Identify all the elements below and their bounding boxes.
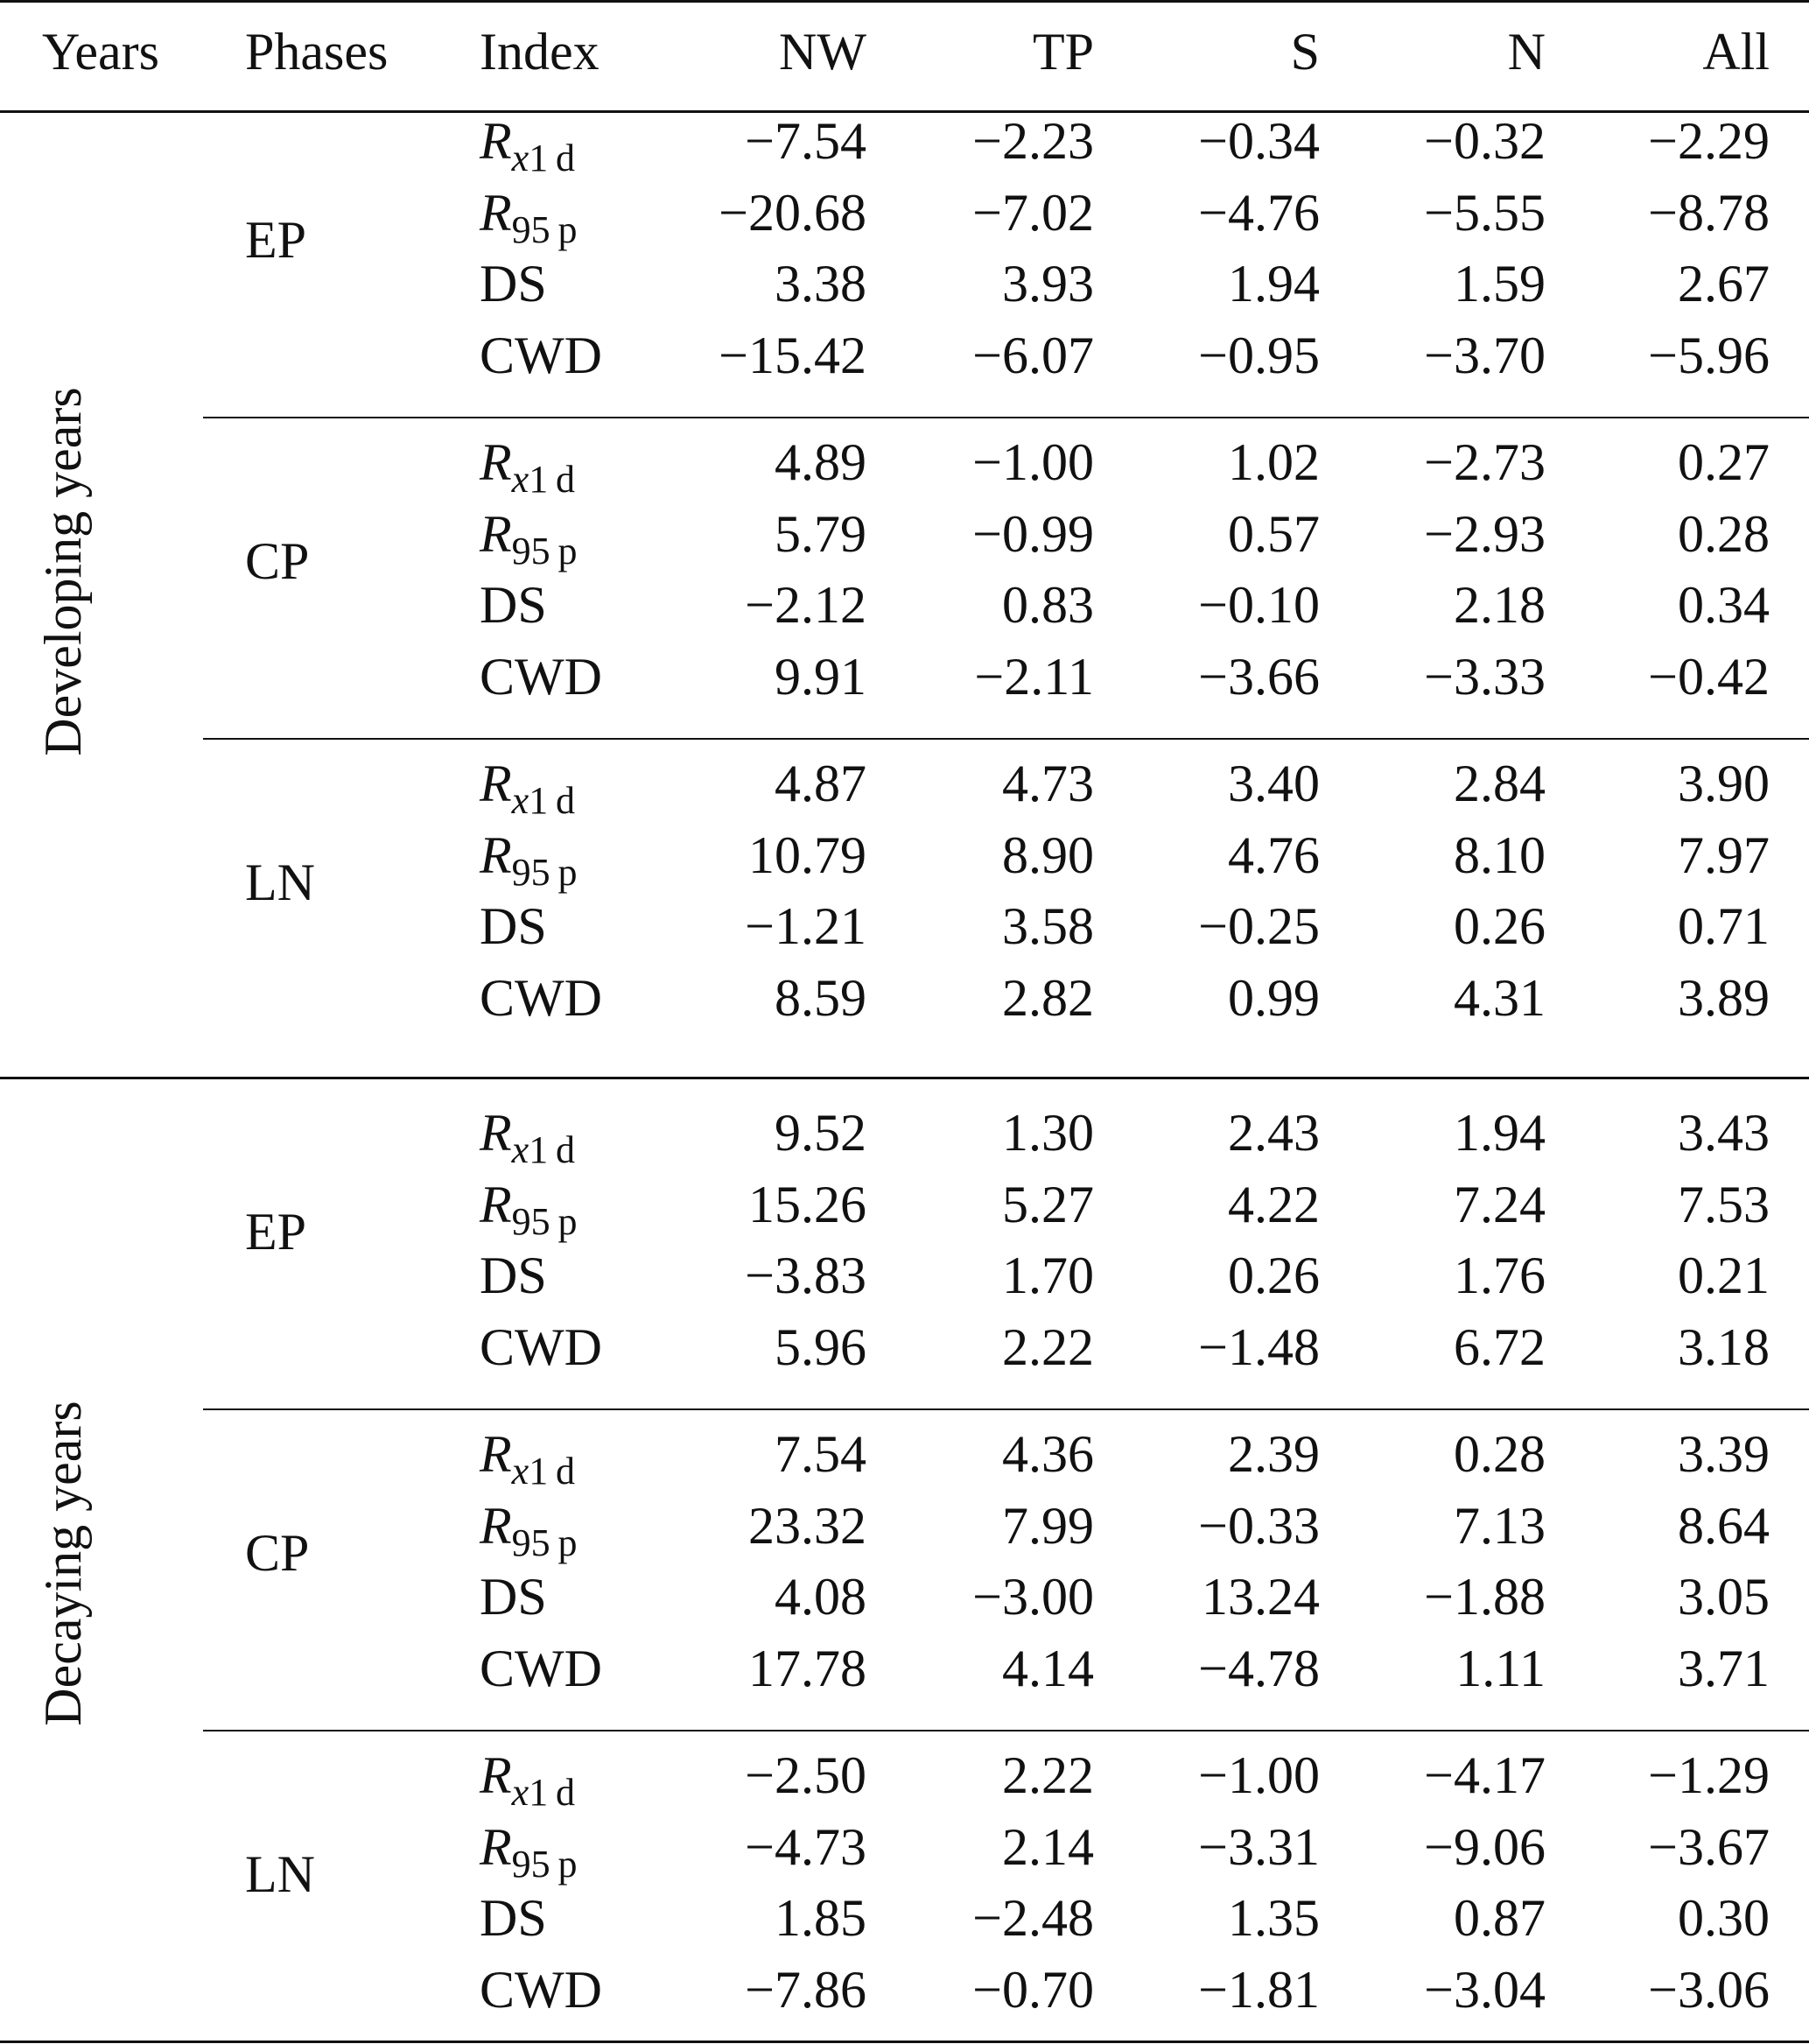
value-cell-n: 1.94: [1454, 1104, 1546, 1162]
header-col-s: S: [1290, 23, 1320, 81]
phase-separator-rule: [203, 738, 1809, 740]
value-cell-all: −8.78: [1648, 183, 1770, 242]
value-cell-tp: 3.58: [1002, 897, 1094, 955]
value-cell-nw: 7.54: [775, 1425, 866, 1483]
value-cell-all: 3.39: [1678, 1425, 1770, 1483]
index-cell-ds: DS: [480, 255, 547, 313]
value-cell-nw: −20.68: [719, 183, 866, 242]
value-cell-all: 2.67: [1678, 255, 1770, 313]
header-col-all: All: [1702, 23, 1770, 81]
year-group-label: Decaying years: [34, 1401, 92, 1726]
value-cell-n: 7.24: [1454, 1175, 1546, 1233]
value-cell-all: 3.90: [1678, 755, 1770, 812]
value-cell-n: 0.26: [1454, 897, 1546, 955]
value-cell-n: −3.70: [1424, 326, 1546, 384]
value-cell-nw: 5.79: [775, 504, 866, 563]
phase-separator-rule: [203, 417, 1809, 418]
value-cell-all: 0.28: [1678, 504, 1770, 563]
value-cell-n: −0.32: [1424, 112, 1546, 170]
value-cell-s: −4.76: [1198, 183, 1320, 242]
value-cell-all: 0.71: [1678, 897, 1770, 955]
value-cell-tp: 4.14: [1002, 1639, 1094, 1697]
top-rule: [0, 0, 1809, 3]
value-cell-nw: −1.21: [745, 897, 866, 955]
value-cell-tp: 5.27: [1002, 1175, 1094, 1233]
group-separator-rule: [0, 1077, 1809, 1079]
value-cell-s: −4.78: [1198, 1639, 1320, 1697]
index-cell-ds: DS: [480, 1889, 547, 1947]
value-cell-s: 13.24: [1202, 1568, 1320, 1626]
value-cell-tp: −7.02: [972, 183, 1094, 242]
index-cell-cwd: CWD: [480, 326, 602, 384]
value-cell-s: −0.33: [1198, 1496, 1320, 1555]
value-cell-tp: −2.23: [972, 112, 1094, 170]
value-cell-n: 2.18: [1454, 576, 1546, 634]
header-col-tp: TP: [1032, 23, 1094, 81]
value-cell-nw: 10.79: [748, 825, 866, 884]
value-cell-tp: 2.22: [1002, 1746, 1094, 1804]
value-cell-nw: 5.96: [775, 1317, 866, 1376]
value-cell-n: 4.31: [1454, 968, 1546, 1027]
value-cell-all: 0.30: [1678, 1889, 1770, 1947]
value-cell-nw: −4.73: [745, 1817, 866, 1876]
value-cell-all: 0.27: [1678, 433, 1770, 491]
value-cell-s: 1.35: [1228, 1889, 1320, 1947]
value-cell-all: 7.53: [1678, 1175, 1770, 1233]
phase-label: LN: [245, 853, 315, 911]
value-cell-s: 1.02: [1228, 433, 1320, 491]
value-cell-tp: 8.90: [1002, 825, 1094, 884]
value-cell-tp: 1.30: [1002, 1104, 1094, 1162]
value-cell-nw: 9.52: [775, 1104, 866, 1162]
value-cell-all: 0.34: [1678, 576, 1770, 634]
value-cell-s: −0.95: [1198, 326, 1320, 384]
value-cell-all: −3.67: [1648, 1817, 1770, 1876]
value-cell-n: −5.55: [1424, 183, 1546, 242]
index-cell-cwd: CWD: [480, 647, 602, 706]
value-cell-tp: −1.00: [972, 433, 1094, 491]
index-cell-r95p: $R_{95 p}$: [480, 504, 578, 572]
value-cell-n: −1.88: [1424, 1568, 1546, 1626]
index-cell-rx1d: $R_{x1 d}$: [480, 1425, 575, 1493]
value-cell-s: 2.39: [1228, 1425, 1320, 1483]
value-cell-n: 7.13: [1454, 1496, 1546, 1555]
index-cell-ds: DS: [480, 576, 547, 634]
value-cell-tp: −6.07: [972, 326, 1094, 384]
value-cell-n: −3.04: [1424, 1960, 1546, 2019]
value-cell-tp: 0.83: [1002, 576, 1094, 634]
value-cell-n: 0.87: [1454, 1889, 1546, 1947]
value-cell-s: 1.94: [1228, 255, 1320, 313]
value-cell-n: −2.93: [1424, 504, 1546, 563]
value-cell-s: 4.76: [1228, 825, 1320, 884]
index-cell-rx1d: $R_{x1 d}$: [480, 1746, 575, 1814]
value-cell-nw: −2.12: [745, 576, 866, 634]
value-cell-s: −1.81: [1198, 1960, 1320, 2019]
header-col-nw: NW: [779, 23, 866, 81]
index-cell-cwd: CWD: [480, 1317, 602, 1376]
value-cell-tp: 3.93: [1002, 255, 1094, 313]
value-cell-n: 6.72: [1454, 1317, 1546, 1376]
header-years: Years: [42, 23, 159, 81]
index-cell-cwd: CWD: [480, 968, 602, 1027]
value-cell-nw: −7.86: [745, 1960, 866, 2019]
bottom-rule: [0, 2040, 1809, 2043]
value-cell-n: 2.84: [1454, 755, 1546, 812]
value-cell-nw: 15.26: [748, 1175, 866, 1233]
value-cell-tp: −0.99: [972, 504, 1094, 563]
value-cell-tp: 2.82: [1002, 968, 1094, 1027]
index-cell-r95p: $R_{95 p}$: [480, 825, 578, 894]
index-cell-ds: DS: [480, 1247, 547, 1304]
value-cell-n: 8.10: [1454, 825, 1546, 884]
header-col-n: N: [1507, 23, 1546, 81]
value-cell-all: 3.05: [1678, 1568, 1770, 1626]
value-cell-nw: −15.42: [719, 326, 866, 384]
value-cell-s: 0.26: [1228, 1247, 1320, 1304]
value-cell-s: −1.00: [1198, 1746, 1320, 1804]
value-cell-s: −1.48: [1198, 1317, 1320, 1376]
phase-separator-rule: [203, 1408, 1809, 1410]
value-cell-s: 0.99: [1228, 968, 1320, 1027]
value-cell-nw: 17.78: [748, 1639, 866, 1697]
value-cell-nw: −7.54: [745, 112, 866, 170]
value-cell-tp: 2.14: [1002, 1817, 1094, 1876]
value-cell-nw: 9.91: [775, 647, 866, 706]
value-cell-tp: 2.22: [1002, 1317, 1094, 1376]
value-cell-all: 0.21: [1678, 1247, 1770, 1304]
value-cell-all: −1.29: [1648, 1746, 1770, 1804]
value-cell-s: −3.66: [1198, 647, 1320, 706]
value-cell-tp: −0.70: [972, 1960, 1094, 2019]
value-cell-all: −5.96: [1648, 326, 1770, 384]
value-cell-tp: 7.99: [1002, 1496, 1094, 1555]
value-cell-s: −0.34: [1198, 112, 1320, 170]
index-cell-r95p: $R_{95 p}$: [480, 1496, 578, 1564]
value-cell-all: −3.06: [1648, 1960, 1770, 2019]
value-cell-s: 0.57: [1228, 504, 1320, 563]
value-cell-tp: −3.00: [972, 1568, 1094, 1626]
header-index: Index: [480, 23, 599, 81]
index-cell-rx1d: $R_{x1 d}$: [480, 112, 575, 179]
value-cell-all: 8.64: [1678, 1496, 1770, 1555]
phase-label: CP: [245, 532, 310, 590]
value-cell-nw: 4.89: [775, 433, 866, 491]
value-cell-nw: 8.59: [775, 968, 866, 1027]
index-cell-cwd: CWD: [480, 1960, 602, 2019]
phase-label: EP: [245, 1203, 307, 1261]
value-cell-s: −3.31: [1198, 1817, 1320, 1876]
value-cell-s: −0.25: [1198, 897, 1320, 955]
value-cell-s: 4.22: [1228, 1175, 1320, 1233]
header-phases: Phases: [245, 23, 389, 81]
value-cell-nw: −3.83: [745, 1247, 866, 1304]
index-cell-rx1d: $R_{x1 d}$: [480, 433, 575, 501]
year-group-label: Developing years: [34, 387, 92, 756]
value-cell-n: 0.28: [1454, 1425, 1546, 1483]
value-cell-tp: −2.48: [972, 1889, 1094, 1947]
value-cell-n: 1.11: [1455, 1639, 1546, 1697]
value-cell-n: −4.17: [1424, 1746, 1546, 1804]
value-cell-all: 3.43: [1678, 1104, 1770, 1162]
value-cell-nw: 1.85: [775, 1889, 866, 1947]
index-cell-r95p: $R_{95 p}$: [480, 1175, 578, 1243]
value-cell-nw: 3.38: [775, 255, 866, 313]
value-cell-n: 1.76: [1454, 1247, 1546, 1304]
value-cell-all: 7.97: [1678, 825, 1770, 884]
index-cell-r95p: $R_{95 p}$: [480, 1817, 578, 1886]
value-cell-all: 3.89: [1678, 968, 1770, 1027]
value-cell-n: −2.73: [1424, 433, 1546, 491]
value-cell-nw: 4.08: [775, 1568, 866, 1626]
index-cell-rx1d: $R_{x1 d}$: [480, 1104, 575, 1171]
value-cell-tp: 4.36: [1002, 1425, 1094, 1483]
value-cell-n: −9.06: [1424, 1817, 1546, 1876]
value-cell-all: 3.71: [1678, 1639, 1770, 1697]
value-cell-s: 3.40: [1228, 755, 1320, 812]
index-cell-rx1d: $R_{x1 d}$: [480, 755, 575, 822]
phase-label: LN: [245, 1845, 315, 1903]
value-cell-all: 3.18: [1678, 1317, 1770, 1376]
value-cell-nw: −2.50: [745, 1746, 866, 1804]
value-cell-nw: 4.87: [775, 755, 866, 812]
index-cell-ds: DS: [480, 1568, 547, 1626]
phase-label: CP: [245, 1524, 310, 1582]
value-cell-s: −0.10: [1198, 576, 1320, 634]
value-cell-s: 2.43: [1228, 1104, 1320, 1162]
value-cell-all: −2.29: [1648, 112, 1770, 170]
phase-label: EP: [245, 211, 307, 269]
index-cell-cwd: CWD: [480, 1639, 602, 1697]
value-cell-n: −3.33: [1424, 647, 1546, 706]
value-cell-tp: 1.70: [1002, 1247, 1094, 1304]
value-cell-all: −0.42: [1648, 647, 1770, 706]
value-cell-n: 1.59: [1454, 255, 1546, 313]
index-cell-ds: DS: [480, 897, 547, 955]
phase-separator-rule: [203, 1730, 1809, 1731]
value-cell-tp: −2.11: [974, 647, 1094, 706]
index-cell-r95p: $R_{95 p}$: [480, 183, 578, 251]
value-cell-tp: 4.73: [1002, 755, 1094, 812]
value-cell-nw: 23.32: [748, 1496, 866, 1555]
